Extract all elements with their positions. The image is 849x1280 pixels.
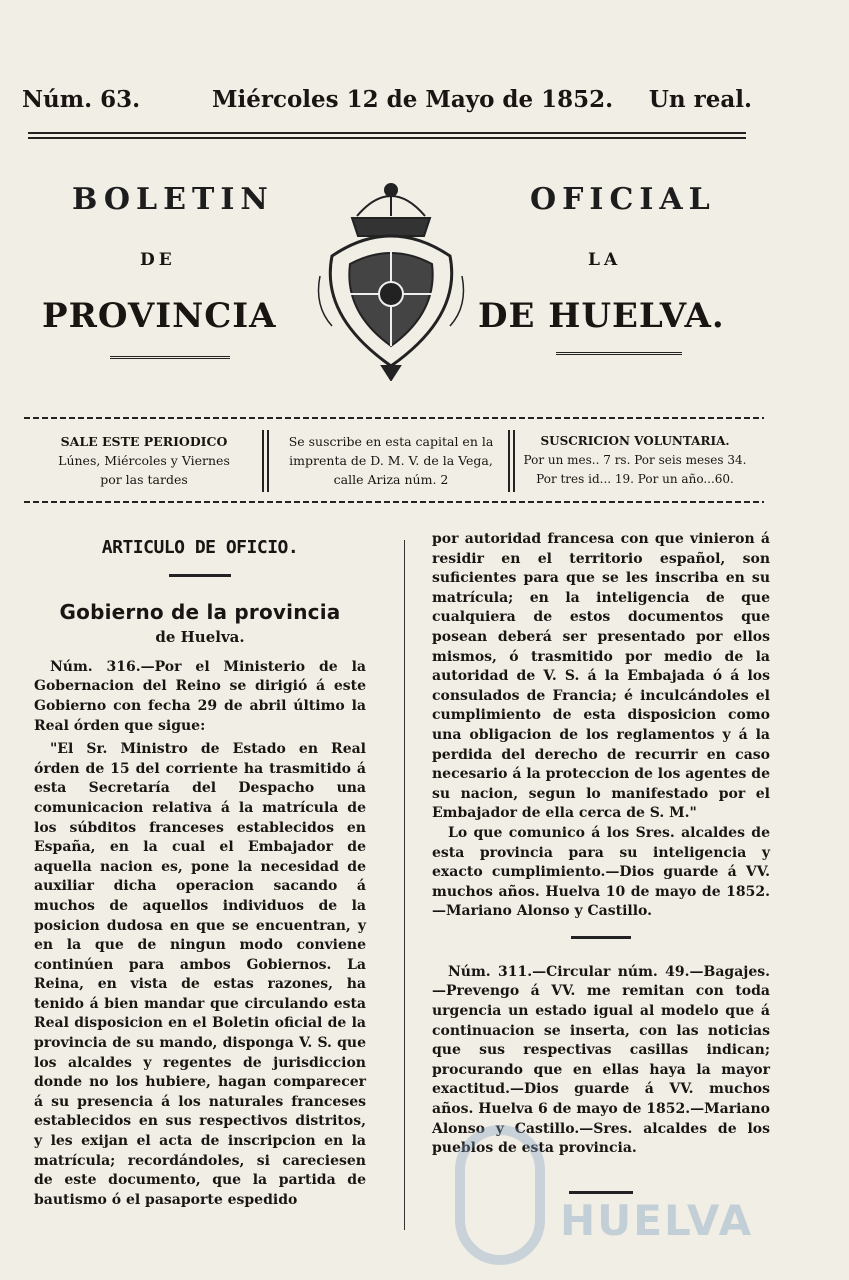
title-provincia: PROVINCIA (42, 296, 277, 336)
left-column (34, 530, 366, 1210)
info-publication-line3: por las tardes (100, 472, 188, 487)
title-la: LA (588, 250, 622, 270)
info-divider-2 (508, 430, 510, 492)
info-place-line2: imprenta de D. M. V. de la Vega, (289, 453, 493, 468)
org-subtitle: de Huelva. (155, 628, 245, 647)
ornament-band-bottom (24, 498, 764, 506)
top-rule (28, 132, 746, 134)
article-paragraph: Lo que comunico á los Sres. alcaldes de esta provincia para su inteligencia y exacto cumplimiento.—Dios guarde á VV. muchos años. Huelva 10 de mayo de 1852.—Mariano Alonso y Castillo. (432, 824, 770, 920)
info-subscription-prices (518, 432, 752, 489)
watermark-logo-icon (450, 1120, 550, 1270)
article-paragraph: Núm. 311.—Circular núm. 49.—Bagajes.—Prevengo á VV. me remitan con toda urgencia un estado igual al modelo que á continuacion se inserta, con las noticias que sus respectivas casillas indican; procurando que en ellas haya la mayor exactitud.—Dios guarde á VV. muchos años. Huelva 6 de mayo de 1852.—Mariano Alonso y Castillo.—Sres. alcaldes de los pueblos de esta provincia. (432, 963, 770, 1157)
section-title: ARTICULO DE OFICIO. (101, 537, 299, 558)
info-divider-1 (262, 430, 264, 492)
right-column (432, 530, 770, 1194)
column-divider (404, 540, 405, 1230)
info-prices-line3: Por tres id... 19. Por un año...60. (536, 472, 734, 486)
info-prices-line1: SUSCRICION VOLUNTARIA. (540, 434, 730, 448)
info-publication-line1: SALE ESTE PERIODICO (60, 434, 228, 449)
ornament-rule-right (556, 352, 682, 355)
top-rule-2 (28, 137, 746, 139)
issue-date: Miércoles 12 de Mayo de 1852. (212, 86, 614, 113)
info-publication-line2: Lúnes, Miércoles y Viernes (58, 453, 230, 468)
royal-crest-icon (312, 176, 470, 381)
info-publication (38, 432, 250, 489)
ornament-rule-left (110, 356, 230, 359)
section-divider (169, 574, 231, 577)
article-paragraph: por autoridad francesa con que vinieron á residir en el territorio español, son suficientes para que se les inscriba en su matrícula; en la inteligencia de que cualquiera de estos documentos que posean deberá ser presentado por ellos mismos, ó trasmitido por medio de la autoridad de V. S. á la Embajada ó á los consulados de Francia; é inculcándoles el cumplimiento de esta disposicion como una obligacion de los reglamentos y á la perdida del derecho de recurrir en caso necesario á la proteccion de los agentes de su nacion, segun lo manifestado por el Embajador de ella cerca de S. M." (432, 531, 770, 822)
article-paragraph: "El Sr. Ministro de Estado en Real órden de 15 del corriente ha trasmitido á esta Secretaría del Despacho una comunicacion relativa á la matrícula de los súbditos franceses establecidos en España, en la cual el Embajador de aquella nacion es, pone la necesidad de auxiliar dicha operacion sacando á muchos de aquellos individuos de la posicion dudosa en que se encuentran, y en la que de ningun modo conviene continúen para ambos Gobiernos. La Reina, en vista de estas razones, ha tenido á bien mandar que circulando esta Real disposicion en el Boletin oficial de la provincia de su mando, disponga V. S. que los alcaldes y regentes de jurisdiccion donde no los hubiere, hagan comparecer á su presencia á los naturales franceses establecidos en sus respectivos distritos, y les exijan el acta de inscripcion en la matrícula; recordándoles, si careciesen de este documento, que la partida de bautismo ó el pasaporte espedido (34, 741, 366, 1208)
article-paragraph: Núm. 316.—Por el Ministerio de la Gobernacion del Reino se dirigió á este Gobierno con fecha 29 de abril último la Real órden que sigue: (34, 658, 366, 734)
masthead-topline (22, 86, 752, 126)
issue-number: Núm. 63. (22, 86, 141, 113)
issue-price: Un real. (648, 86, 752, 113)
title-de-huelva: DE HUELVA. (478, 296, 725, 336)
info-subscription-place (276, 432, 506, 489)
end-divider (569, 1191, 633, 1194)
info-place-line1: Se suscribe en esta capital en la (288, 434, 494, 449)
info-place-line3: calle Ariza núm. 2 (333, 472, 449, 487)
info-prices-line2: Por un mes.. 7 rs. Por seis meses 34. (523, 453, 747, 467)
title-de: DE (140, 250, 176, 270)
article-divider (571, 936, 631, 939)
ornament-band-top (24, 414, 764, 422)
subscription-info-box (24, 414, 764, 506)
info-divider-2b (513, 430, 515, 492)
title-oficial: OFICIAL (530, 182, 716, 217)
org-title: Gobierno de la provincia (59, 599, 341, 624)
info-divider-1b (267, 430, 269, 492)
title-boletin: BOLETIN (72, 182, 274, 217)
watermark-text: HUELVA (560, 1196, 754, 1245)
